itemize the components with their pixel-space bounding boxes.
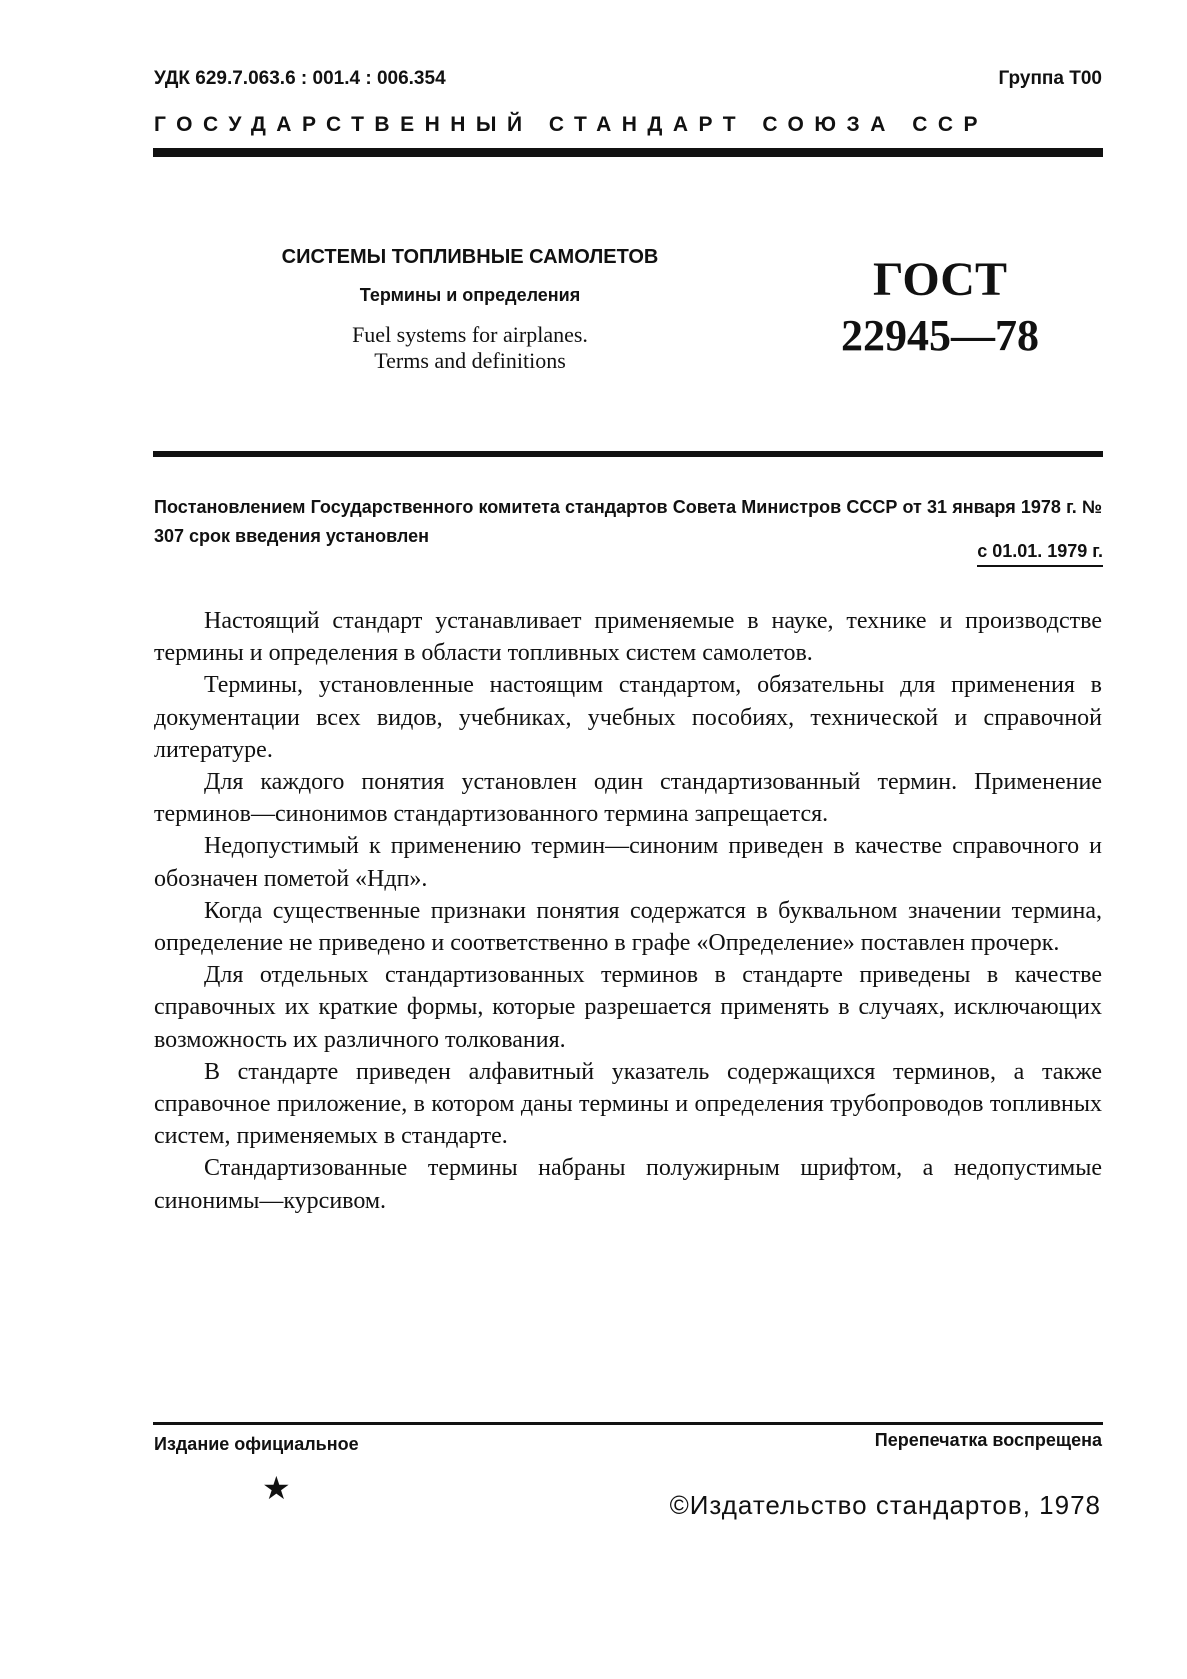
top-divider	[153, 148, 1103, 157]
english-title-line2: Terms and definitions	[374, 348, 566, 373]
star-icon: ★	[262, 1469, 291, 1507]
body-paragraph: Для отдельных стандартизованных терминов в стандарте приведены в качестве справочных их краткие формы, которые разрешается применять в случаях, исключающих возможность их различного толкования.	[154, 962, 1102, 1053]
bottom-divider	[153, 1422, 1103, 1425]
english-title-line1: Fuel systems for airplanes.	[352, 322, 588, 347]
state-standard-banner: ГОСУДАРСТВЕННЫЙ СТАНДАРТ СОЮЗА ССР	[154, 113, 989, 136]
body-paragraph: Настоящий стандарт устанавливает применяемые в науке, технике и производстве термины и определения в области топливных систем самолетов.	[154, 608, 1102, 667]
standard-title: СИСТЕМЫ ТОПЛИВНЫЕ САМОЛЕТОВ	[281, 246, 659, 268]
official-edition-label: Издание официальное	[154, 1434, 359, 1454]
body-paragraph: Недопустимый к применению термин—синоним приведен в качестве справочного и обозначен пометой «Ндп».	[154, 833, 1102, 892]
body-paragraph: В стандарте приведен алфавитный указатель содержащихся терминов, а также справочное приложение, в котором даны термины и определения трубопроводов топливных систем, применяемых в стандарте.	[154, 1058, 1102, 1150]
udc-code: УДК 629.7.063.6 : 001.4 : 006.354	[154, 68, 446, 89]
body-paragraph: Когда существенные признаки понятия содержатся в буквальном значении термина, определение не приведено и соответственно в графе «Определение» поставлен прочерк.	[154, 897, 1102, 957]
gost-label: ГОСТ	[873, 253, 1007, 306]
middle-divider	[153, 451, 1103, 457]
english-title	[255, 322, 685, 374]
gost-number: 22945—78	[841, 311, 1039, 360]
decree-text: Постановлением Государственного комитета стандартов Совета Министров СССР от 31 января 1978 г. № 307 срок введения установлен	[154, 497, 1102, 546]
title-block	[255, 246, 685, 374]
body-text	[154, 605, 1102, 1217]
group-code: Группа Т00	[998, 68, 1102, 89]
reprint-prohibited-label: Перепечатка воспрещена	[874, 1430, 1102, 1450]
standard-subtitle: Термины и определения	[359, 285, 581, 305]
body-paragraph: Для каждого понятия установлен один стандартизованный термин. Применение терминов—синонимов стандартизованного термина запрещается.	[154, 769, 1102, 828]
copyright-notice: ©Издательство стандартов, 1978	[669, 1490, 1101, 1520]
body-paragraph: Стандартизованные термины набраны полужирным шрифтом, а недопустимые синонимы—курсивом.	[154, 1155, 1102, 1214]
gost-designation	[820, 252, 1060, 364]
effective-date: с 01.01. 1979 г.	[977, 541, 1103, 567]
body-paragraph: Термины, установленные настоящим стандартом, обязательны для применения в документации всех видов, учебниках, учебных пособиях, технической и справочной литературе.	[154, 672, 1102, 763]
